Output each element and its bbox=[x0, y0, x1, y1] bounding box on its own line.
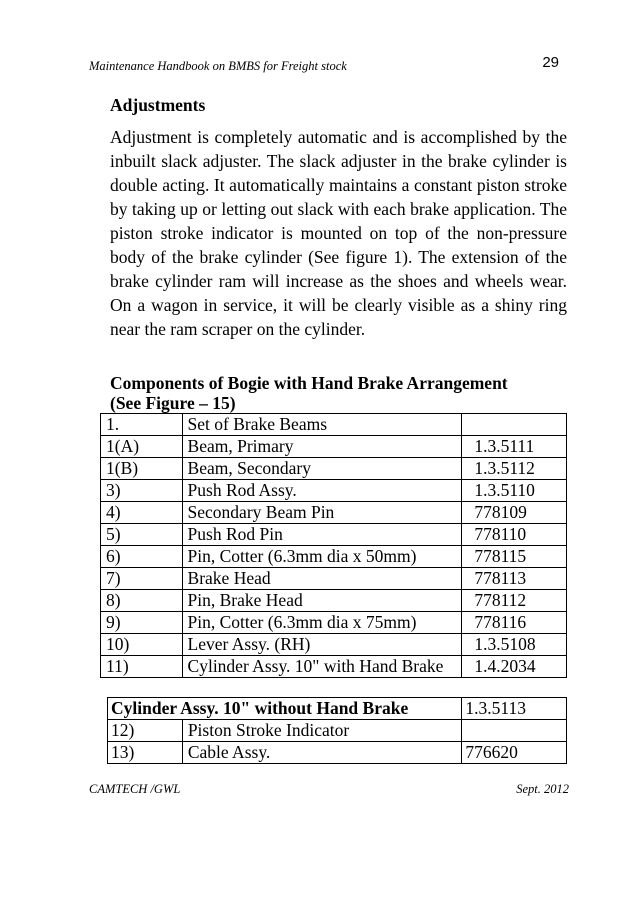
table-row bbox=[101, 524, 567, 546]
table-row bbox=[101, 458, 567, 480]
page-footer bbox=[89, 782, 569, 797]
cylinder-table bbox=[107, 697, 567, 764]
part-number: 1.3.5108 bbox=[462, 634, 567, 656]
part-number: 778109 bbox=[462, 502, 567, 524]
part-number bbox=[462, 414, 567, 436]
table-row bbox=[101, 436, 567, 458]
components-title-line1: Components of Bogie with Hand Brake Arrangement bbox=[110, 373, 508, 393]
item-number: 1(A) bbox=[101, 436, 183, 458]
item-number: 6) bbox=[101, 546, 183, 568]
page-header bbox=[89, 54, 559, 74]
item-description: Cable Assy. bbox=[182, 742, 462, 764]
part-number: 778112 bbox=[462, 590, 567, 612]
table-row bbox=[101, 656, 567, 678]
part-number: 1.3.5110 bbox=[462, 480, 567, 502]
part-number: 1.4.2034 bbox=[462, 656, 567, 678]
table-row bbox=[108, 742, 567, 764]
item-description: Pin, Cotter (6.3mm dia x 50mm) bbox=[182, 546, 462, 568]
item-number: 7) bbox=[101, 568, 183, 590]
components-title-line2: (See Figure – 15) bbox=[110, 393, 236, 413]
adjustments-heading: Adjustments bbox=[110, 95, 206, 115]
item-description: Cylinder Assy. 10" with Hand Brake bbox=[182, 656, 462, 678]
item-description: Piston Stroke Indicator bbox=[182, 720, 462, 742]
item-number: 3) bbox=[101, 480, 183, 502]
components-title bbox=[110, 373, 508, 413]
part-number: 776620 bbox=[462, 742, 567, 764]
item-description: Secondary Beam Pin bbox=[182, 502, 462, 524]
components-table bbox=[100, 413, 567, 678]
footer-right: Sept. 2012 bbox=[516, 782, 569, 796]
part-number: 1.3.5112 bbox=[462, 458, 567, 480]
item-number: 12) bbox=[108, 720, 183, 742]
table-row bbox=[101, 634, 567, 656]
cylinder-title: Cylinder Assy. 10" without Hand Brake bbox=[108, 698, 462, 720]
table-row bbox=[101, 568, 567, 590]
page-number: 29 bbox=[542, 54, 559, 71]
table-row bbox=[101, 480, 567, 502]
part-number: 778116 bbox=[462, 612, 567, 634]
table-row bbox=[108, 720, 567, 742]
item-description: Pin, Brake Head bbox=[182, 590, 462, 612]
part-number: 778110 bbox=[462, 524, 567, 546]
item-number: 1. bbox=[101, 414, 183, 436]
adjustments-paragraph: Adjustment is completely automatic and is accomplished by the inbuilt slack adjuster. The slack adjuster in the brake cylinder is double acting. It automatically maintains a constant piston stroke by taking up or letting out slack with each brake application. The piston stroke indicator is mounted on top of the non-pressure body of the brake cylinder (See figure 1). The extension of the brake cylinder ram will increase as the shoes and wheels wear. On a wagon in service, it will be clearly visible as a shiny ring near the ram scraper on the cylinder. bbox=[110, 127, 567, 339]
item-number: 11) bbox=[101, 656, 183, 678]
item-description: Set of Brake Beams bbox=[182, 414, 462, 436]
item-number: 9) bbox=[101, 612, 183, 634]
part-number: 778113 bbox=[462, 568, 567, 590]
cylinder-title-row bbox=[108, 698, 567, 720]
item-description: Beam, Secondary bbox=[182, 458, 462, 480]
item-number: 10) bbox=[101, 634, 183, 656]
item-description: Brake Head bbox=[182, 568, 462, 590]
item-number: 8) bbox=[101, 590, 183, 612]
item-number: 4) bbox=[101, 502, 183, 524]
item-number: 1(B) bbox=[101, 458, 183, 480]
table-row bbox=[101, 414, 567, 436]
table-row bbox=[101, 502, 567, 524]
item-number: 5) bbox=[101, 524, 183, 546]
item-description: Push Rod Assy. bbox=[182, 480, 462, 502]
item-description: Lever Assy. (RH) bbox=[182, 634, 462, 656]
table-row bbox=[101, 546, 567, 568]
cylinder-title-part: 1.3.5113 bbox=[462, 698, 567, 720]
part-number bbox=[462, 720, 567, 742]
part-number: 778115 bbox=[462, 546, 567, 568]
item-description: Push Rod Pin bbox=[182, 524, 462, 546]
item-description: Beam, Primary bbox=[182, 436, 462, 458]
item-number: 13) bbox=[108, 742, 183, 764]
footer-left: CAMTECH /GWL bbox=[89, 782, 181, 796]
item-description: Pin, Cotter (6.3mm dia x 75mm) bbox=[182, 612, 462, 634]
part-number: 1.3.5111 bbox=[462, 436, 567, 458]
header-title: Maintenance Handbook on BMBS for Freight stock bbox=[89, 59, 347, 73]
table-row bbox=[101, 612, 567, 634]
table-row bbox=[101, 590, 567, 612]
